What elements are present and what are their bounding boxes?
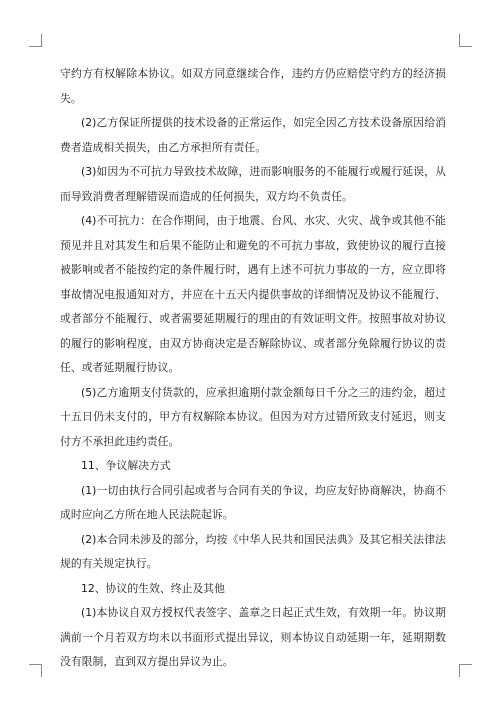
crop-mark-top-left [29,34,42,47]
paragraph: (1)本协议自双方授权代表签字、盖章之日起正式生效，有效期一年。协议期满前一个月若双方均未以书面形式提出异议，则本协议自动延期一年，延期期数没有限制，直到双方提出异议为止。 [60,606,446,668]
paragraph: (3)如因为不可抗力导致技术故障，进而影响服务的不能履行或履行延误，从而导致消费者理解错误而造成的任何损失，双方均不负责任。 [60,165,446,203]
paragraph: 守约方有权解除本协议。如双方同意继续合作，违约方仍应赔偿守约方的经济损失。 [60,67,446,105]
crop-mark-bottom-right [459,664,472,677]
section-heading: 11、争议解决方式 [81,459,171,472]
paragraph: (5)乙方逾期支付货款的，应承担逾期付款金额每日千分之三的违约金，超过十五日仍未支付的，甲方有权解除本协议。但因为对方过错所致支付延迟，则支付方不承担此违约责任。 [60,385,446,448]
paragraph: (1)一切由执行合同引起或者与合同有关的争议，均应友好协商解决，协商不成时应向乙方所在地人民法院起诉。 [60,483,446,521]
document-body [60,62,446,675]
section-heading: 12、协议的生效、终止及其他 [81,581,225,595]
paragraph: (4)不可抗力：在合作期间，由于地震、台风、水灾、火灾、战争或其他不能预见并且对其发生和后果不能防止和避免的不可抗力事故，致使协议的履行直接被影响或者不能按约定的条件履行时，遇有上述不可抗力事故的一方，应立即将事故情况电报通知对方，并应在十五天内提供事故的详细情况及协议不能履行、或者部分不能履行、或者需要延期履行的理由的有效证明文件。按照事故对协议的履行的影响程度，由双方协商决定是否解除协议、或者部分免除履行协议的责任、或者延期履行协议。 [60,214,446,374]
crop-mark-bottom-left [29,664,42,677]
crop-mark-top-right [459,34,472,47]
paragraph: (2)乙方保证所提供的技术设备的正常运作，如完全因乙方技术设备原因给消费者造成相关损失，由乙方承担所有责任。 [60,116,446,154]
paragraph: (2)本合同未涉及的部分，均按《中华人民共和国民法典》及其它相关法律法规的有关规定执行。 [60,532,446,570]
